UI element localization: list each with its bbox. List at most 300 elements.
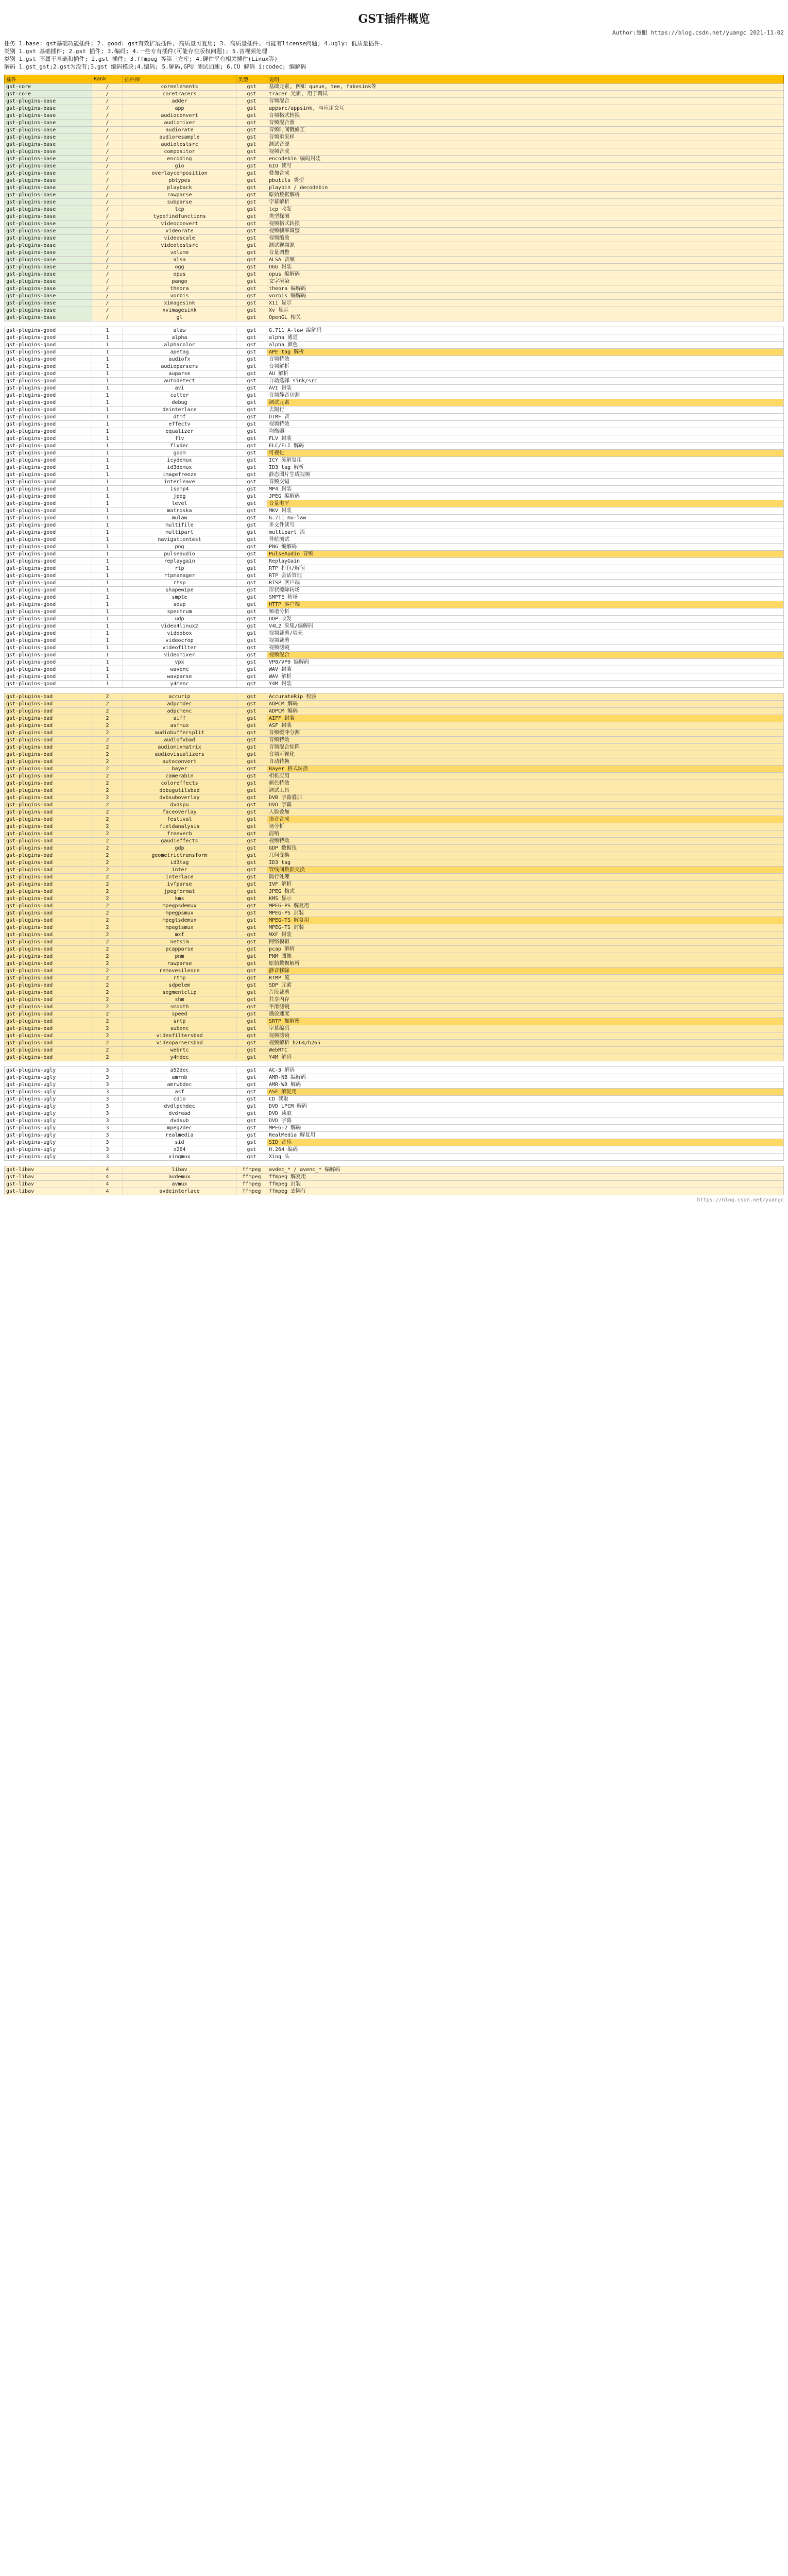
description-cell: MXF 封装 (267, 931, 784, 939)
rank-cell: 1 (92, 659, 123, 666)
description-cell: 文字渲染 (267, 278, 784, 285)
library-cell: srtp (123, 1018, 236, 1025)
rank-cell: / (92, 235, 123, 242)
type-cell: gst (236, 637, 267, 645)
description-cell: 频谱分析 (267, 608, 784, 616)
rank-cell: 1 (92, 370, 123, 378)
type-cell: gst (236, 349, 267, 356)
type-cell: gst (236, 206, 267, 213)
rank-cell: 2 (92, 802, 123, 809)
plugin-cell: gst-plugins-base (5, 199, 92, 206)
library-cell: autoconvert (123, 758, 236, 766)
plugin-cell: gst-plugins-ugly (5, 1117, 92, 1125)
rank-cell: / (92, 221, 123, 228)
type-cell: gst (236, 572, 267, 580)
library-cell: effectv (123, 421, 236, 428)
rank-cell: 3 (92, 1117, 123, 1125)
library-cell: typefindfunctions (123, 213, 236, 221)
description-cell: 音频时间戳修正 (267, 127, 784, 134)
rank-cell: / (92, 163, 123, 170)
plugin-cell: gst-plugins-bad (5, 816, 92, 823)
rank-cell: 1 (92, 652, 123, 659)
table-row (5, 112, 784, 120)
description-cell: OGG 封装 (267, 264, 784, 271)
plugin-cell: gst-plugins-bad (5, 989, 92, 996)
description-cell: VP8/VP9 编解码 (267, 659, 784, 666)
plugin-cell: gst-plugins-bad (5, 737, 92, 744)
plugin-cell: gst-plugins-good (5, 623, 92, 630)
plugin-cell: gst-plugins-base (5, 293, 92, 300)
section-gap (5, 321, 784, 327)
library-cell: rtp (123, 565, 236, 572)
type-cell: gst (236, 580, 267, 587)
type-cell: gst (236, 271, 267, 278)
description-cell: PNG 编解码 (267, 544, 784, 551)
table-row (5, 1032, 784, 1040)
rank-cell: 2 (92, 1011, 123, 1018)
description-cell: Y4M 解码 (267, 1054, 784, 1061)
table-row (5, 744, 784, 751)
table-row (5, 722, 784, 730)
description-cell: G.711 A-law 编解码 (267, 327, 784, 334)
plugin-cell: gst-plugins-bad (5, 722, 92, 730)
plugin-cell: gst-plugins-base (5, 249, 92, 257)
rank-cell: / (92, 307, 123, 314)
type-cell: gst (236, 968, 267, 975)
type-cell: gst (236, 471, 267, 479)
table-row (5, 1166, 784, 1174)
table-row (5, 257, 784, 264)
library-cell: avmux (123, 1181, 236, 1188)
type-cell: gst (236, 1040, 267, 1047)
type-cell: gst (236, 838, 267, 845)
rank-cell: 1 (92, 630, 123, 637)
plugin-cell: gst-plugins-bad (5, 996, 92, 1004)
rank-cell: 4 (92, 1188, 123, 1195)
rank-cell: 2 (92, 1054, 123, 1061)
rank-cell: 1 (92, 522, 123, 529)
library-cell: shapewipe (123, 587, 236, 594)
table-row (5, 859, 784, 867)
plugin-table (4, 75, 784, 1195)
library-cell: gaudieffects (123, 838, 236, 845)
type-cell: gst (236, 421, 267, 428)
rank-cell: / (92, 264, 123, 271)
type-cell: gst (236, 845, 267, 852)
table-row (5, 184, 784, 192)
description-cell: OpenGL 相关 (267, 314, 784, 321)
library-cell: videofiltersbad (123, 1032, 236, 1040)
description-cell: ASF 解复用 (267, 1089, 784, 1096)
legend (4, 40, 784, 71)
type-cell: gst (236, 536, 267, 544)
library-cell: xvimagesink (123, 307, 236, 314)
table-row (5, 399, 784, 406)
table-row (5, 1132, 784, 1139)
section-gap-cell (5, 688, 784, 693)
type-cell: gst (236, 1139, 267, 1146)
table-row (5, 831, 784, 838)
type-cell: gst (236, 939, 267, 946)
type-cell: gst (236, 673, 267, 681)
rank-cell: 2 (92, 982, 123, 989)
table-row (5, 486, 784, 493)
table-row (5, 134, 784, 141)
rank-cell: 1 (92, 681, 123, 688)
plugin-cell: gst-plugins-base (5, 163, 92, 170)
plugin-cell: gst-plugins-good (5, 580, 92, 587)
rank-cell: / (92, 293, 123, 300)
type-cell: gst (236, 924, 267, 931)
rank-cell: 1 (92, 356, 123, 363)
library-cell: audiofx (123, 356, 236, 363)
type-cell: gst (236, 601, 267, 608)
plugin-cell: gst-plugins-bad (5, 910, 92, 917)
table-row (5, 314, 784, 321)
rank-cell: 2 (92, 888, 123, 895)
rank-cell: 1 (92, 399, 123, 406)
plugin-cell: gst-plugins-good (5, 443, 92, 450)
type-cell: gst (236, 221, 267, 228)
library-cell: gio (123, 163, 236, 170)
library-cell: rawparse (123, 960, 236, 968)
description-cell: 语音合成 (267, 816, 784, 823)
table-header-row (5, 75, 784, 83)
plugin-cell: gst-plugins-base (5, 242, 92, 249)
rank-cell: 3 (92, 1139, 123, 1146)
plugin-cell: gst-plugins-bad (5, 968, 92, 975)
plugin-cell: gst-plugins-base (5, 271, 92, 278)
library-cell: videocrop (123, 637, 236, 645)
table-row (5, 708, 784, 715)
description-cell: AMR-NB 编解码 (267, 1074, 784, 1081)
rank-cell: 2 (92, 939, 123, 946)
section-gap-cell (5, 1161, 784, 1166)
type-cell: gst (236, 148, 267, 156)
library-cell: deinterlace (123, 406, 236, 414)
table-row (5, 1089, 784, 1096)
library-cell: encoding (123, 156, 236, 163)
description-cell: tracer 元素, 用于调试 (267, 91, 784, 98)
library-cell: pbtypes (123, 177, 236, 184)
rank-cell: 1 (92, 645, 123, 652)
table-row (5, 1154, 784, 1161)
table-row (5, 406, 784, 414)
type-cell: gst (236, 1110, 267, 1117)
type-cell: gst (236, 399, 267, 406)
type-cell: gst (236, 1125, 267, 1132)
plugin-cell: gst-plugins-bad (5, 931, 92, 939)
rank-cell: 1 (92, 587, 123, 594)
plugin-cell: gst-plugins-good (5, 572, 92, 580)
library-cell: camerabin (123, 773, 236, 780)
library-cell: audioresample (123, 134, 236, 141)
type-cell: gst (236, 278, 267, 285)
description-cell: RealMedia 解复用 (267, 1132, 784, 1139)
description-cell: MPEG-TS 封装 (267, 924, 784, 931)
description-cell: PulseAudio 音频 (267, 551, 784, 558)
type-cell: gst (236, 192, 267, 199)
type-cell: gst (236, 558, 267, 565)
library-cell: id3demux (123, 464, 236, 471)
description-cell: MPEG-PS 封装 (267, 910, 784, 917)
table-row (5, 307, 784, 314)
description-cell: WAV 解析 (267, 673, 784, 681)
table-row (5, 751, 784, 758)
type-cell: gst (236, 285, 267, 293)
rank-cell: 2 (92, 838, 123, 845)
type-cell: gst (236, 645, 267, 652)
plugin-cell: gst-plugins-bad (5, 744, 92, 751)
type-cell: gst (236, 744, 267, 751)
type-cell: gst (236, 515, 267, 522)
description-cell: 音量调整 (267, 249, 784, 257)
rank-cell: / (92, 105, 123, 112)
type-cell: gst (236, 242, 267, 249)
rank-cell: 3 (92, 1081, 123, 1089)
library-cell: kms (123, 895, 236, 903)
library-cell: vorbis (123, 293, 236, 300)
rank-cell: 3 (92, 1132, 123, 1139)
library-cell: videorate (123, 228, 236, 235)
legend-line: 类别 1.gst 基础插件; 2.gst 插件; 3.编码; 4.一些专有插件(可能存在版权问题); 5.音视频处理 (4, 48, 268, 55)
description-cell: 音频静音切割 (267, 392, 784, 399)
description-cell: 视频特效 (267, 838, 784, 845)
rank-cell: 1 (92, 529, 123, 536)
type-cell: gst (236, 730, 267, 737)
type-cell: gst (236, 946, 267, 953)
description-cell: ID3 tag 解析 (267, 464, 784, 471)
plugin-cell: gst-core (5, 83, 92, 91)
library-cell: volume (123, 249, 236, 257)
plugin-cell: gst-plugins-bad (5, 903, 92, 910)
library-cell: freeverb (123, 831, 236, 838)
library-cell: debugutilsbad (123, 787, 236, 794)
description-cell: JPEG 格式 (267, 888, 784, 895)
description-cell: 去隔行 (267, 406, 784, 414)
plugin-cell: gst-plugins-bad (5, 939, 92, 946)
type-cell: gst (236, 859, 267, 867)
table-row (5, 766, 784, 773)
plugin-cell: gst-plugins-good (5, 450, 92, 457)
library-cell: soup (123, 601, 236, 608)
description-cell: 类型探测 (267, 213, 784, 221)
library-cell: multifile (123, 522, 236, 529)
table-row (5, 148, 784, 156)
author-line[interactable]: Author:慧眼 https://blog.csdn.net/yuangc 2021-11-02 (612, 29, 784, 36)
description-cell: 音频混合 (267, 98, 784, 105)
library-cell: imagefreeze (123, 471, 236, 479)
plugin-cell: gst-plugins-good (5, 681, 92, 688)
plugin-cell: gst-plugins-good (5, 645, 92, 652)
library-cell: rawparse (123, 192, 236, 199)
rank-cell: / (92, 120, 123, 127)
type-cell: gst (236, 1096, 267, 1103)
plugin-cell: gst-plugins-bad (5, 975, 92, 982)
type-cell: gst (236, 443, 267, 450)
library-cell: id3tag (123, 859, 236, 867)
library-cell: mxf (123, 931, 236, 939)
rank-cell: 2 (92, 946, 123, 953)
rank-cell: 2 (92, 780, 123, 787)
rank-cell: / (92, 156, 123, 163)
description-cell: 场分析 (267, 823, 784, 831)
rank-cell: 1 (92, 327, 123, 334)
table-row (5, 479, 784, 486)
description-cell: ReplayGain (267, 558, 784, 565)
library-cell: replaygain (123, 558, 236, 565)
type-cell: gst (236, 975, 267, 982)
table-row (5, 737, 784, 744)
rank-cell: 2 (92, 831, 123, 838)
description-cell: playbin / decodebin (267, 184, 784, 192)
library-cell: udp (123, 616, 236, 623)
library-cell: audiobuffersplit (123, 730, 236, 737)
type-cell: gst (236, 363, 267, 370)
rank-cell: 1 (92, 486, 123, 493)
rank-cell: 2 (92, 794, 123, 802)
library-cell: audioconvert (123, 112, 236, 120)
library-cell: playback (123, 184, 236, 192)
description-cell: 字幕解析 (267, 199, 784, 206)
rank-cell: 2 (92, 931, 123, 939)
library-cell: avi (123, 385, 236, 392)
rank-cell: 1 (92, 349, 123, 356)
description-cell: 音频解析 (267, 363, 784, 370)
rank-cell: 1 (92, 363, 123, 370)
table-row (5, 435, 784, 443)
table-row (5, 565, 784, 572)
description-cell: 共享内存 (267, 996, 784, 1004)
type-cell: gst (236, 1132, 267, 1139)
plugin-cell: gst-plugins-ugly (5, 1103, 92, 1110)
type-cell: gst (236, 1103, 267, 1110)
library-cell: adder (123, 98, 236, 105)
description-cell: DVB 字幕叠加 (267, 794, 784, 802)
library-cell: audiomixmatrix (123, 744, 236, 751)
type-cell: gst (236, 823, 267, 831)
description-cell: 静态图片生成视频 (267, 471, 784, 479)
column-header-description: 说明 (267, 75, 784, 83)
rank-cell: 2 (92, 968, 123, 975)
library-cell: flv (123, 435, 236, 443)
rank-cell: 2 (92, 1004, 123, 1011)
plugin-cell: gst-plugins-bad (5, 874, 92, 881)
table-row (5, 1067, 784, 1074)
table-row (5, 580, 784, 587)
table-row (5, 823, 784, 831)
description-cell: DVD LPCM 解码 (267, 1103, 784, 1110)
plugin-cell: gst-plugins-bad (5, 751, 92, 758)
table-row (5, 960, 784, 968)
library-cell: videobox (123, 630, 236, 637)
rank-cell: 1 (92, 421, 123, 428)
plugin-cell: gst-plugins-bad (5, 924, 92, 931)
library-cell: realmedia (123, 1132, 236, 1139)
table-row (5, 558, 784, 565)
table-row (5, 378, 784, 385)
table-row (5, 852, 784, 859)
footer-note: https://blog.csdn.net/yuangc (697, 1197, 784, 1203)
rank-cell: 1 (92, 507, 123, 515)
table-row (5, 507, 784, 515)
type-cell: gst (236, 479, 267, 486)
type-cell: gst (236, 199, 267, 206)
library-cell: cdio (123, 1096, 236, 1103)
library-cell: jpegformat (123, 888, 236, 895)
plugin-cell: gst-plugins-ugly (5, 1096, 92, 1103)
type-cell: gst (236, 98, 267, 105)
table-row (5, 715, 784, 722)
description-cell: HTTP 客户端 (267, 601, 784, 608)
table-row (5, 529, 784, 536)
library-cell: amrnb (123, 1074, 236, 1081)
library-cell: faceoverlay (123, 809, 236, 816)
type-cell: gst (236, 342, 267, 349)
library-cell: pulseaudio (123, 551, 236, 558)
plugin-cell: gst-plugins-good (5, 666, 92, 673)
library-cell: alsa (123, 257, 236, 264)
description-cell: 可视化 (267, 450, 784, 457)
description-cell: 基础元素, 例如 queue, tee, fakesink等 (267, 83, 784, 91)
plugin-cell: gst-plugins-bad (5, 766, 92, 773)
plugin-cell: gst-plugins-ugly (5, 1125, 92, 1132)
rank-cell: 3 (92, 1096, 123, 1103)
table-row (5, 1117, 784, 1125)
column-header-type: 类型 (236, 75, 267, 83)
library-cell: isomp4 (123, 486, 236, 493)
plugin-cell: gst-plugins-bad (5, 953, 92, 960)
description-cell: FLC/FLI 解码 (267, 443, 784, 450)
description-cell: 字幕编码 (267, 1025, 784, 1032)
plugin-cell: gst-plugins-base (5, 314, 92, 321)
description-cell: ALSA 音频 (267, 257, 784, 264)
table-row (5, 327, 784, 334)
library-cell: dvdread (123, 1110, 236, 1117)
table-row (5, 587, 784, 594)
description-cell: IVF 解析 (267, 881, 784, 888)
description-cell: Xv 显示 (267, 307, 784, 314)
type-cell: gst (236, 392, 267, 399)
library-cell: avdeinterlace (123, 1188, 236, 1195)
library-cell: compositor (123, 148, 236, 156)
type-cell: gst (236, 428, 267, 435)
type-cell: gst (236, 1089, 267, 1096)
plugin-cell: gst-plugins-bad (5, 780, 92, 787)
table-row (5, 414, 784, 421)
type-cell: gst (236, 314, 267, 321)
library-cell: rtsp (123, 580, 236, 587)
description-cell: Bayer 格式转换 (267, 766, 784, 773)
plugin-cell: gst-plugins-base (5, 228, 92, 235)
table-row (5, 1146, 784, 1154)
section-gap (5, 688, 784, 693)
library-cell: dvdlpcmdec (123, 1103, 236, 1110)
description-cell: AIFF 封装 (267, 715, 784, 722)
plugin-cell: gst-plugins-base (5, 177, 92, 184)
table-row (5, 177, 784, 184)
plugin-cell: gst-plugins-good (5, 594, 92, 601)
description-cell: SRTP 加解密 (267, 1018, 784, 1025)
plugin-cell: gst-plugins-good (5, 399, 92, 406)
library-cell: opus (123, 271, 236, 278)
table-row (5, 681, 784, 688)
plugin-cell: gst-plugins-bad (5, 823, 92, 831)
rank-cell: 2 (92, 701, 123, 708)
rank-cell: 1 (92, 342, 123, 349)
description-cell: DTMF 音 (267, 414, 784, 421)
rank-cell: 1 (92, 623, 123, 630)
